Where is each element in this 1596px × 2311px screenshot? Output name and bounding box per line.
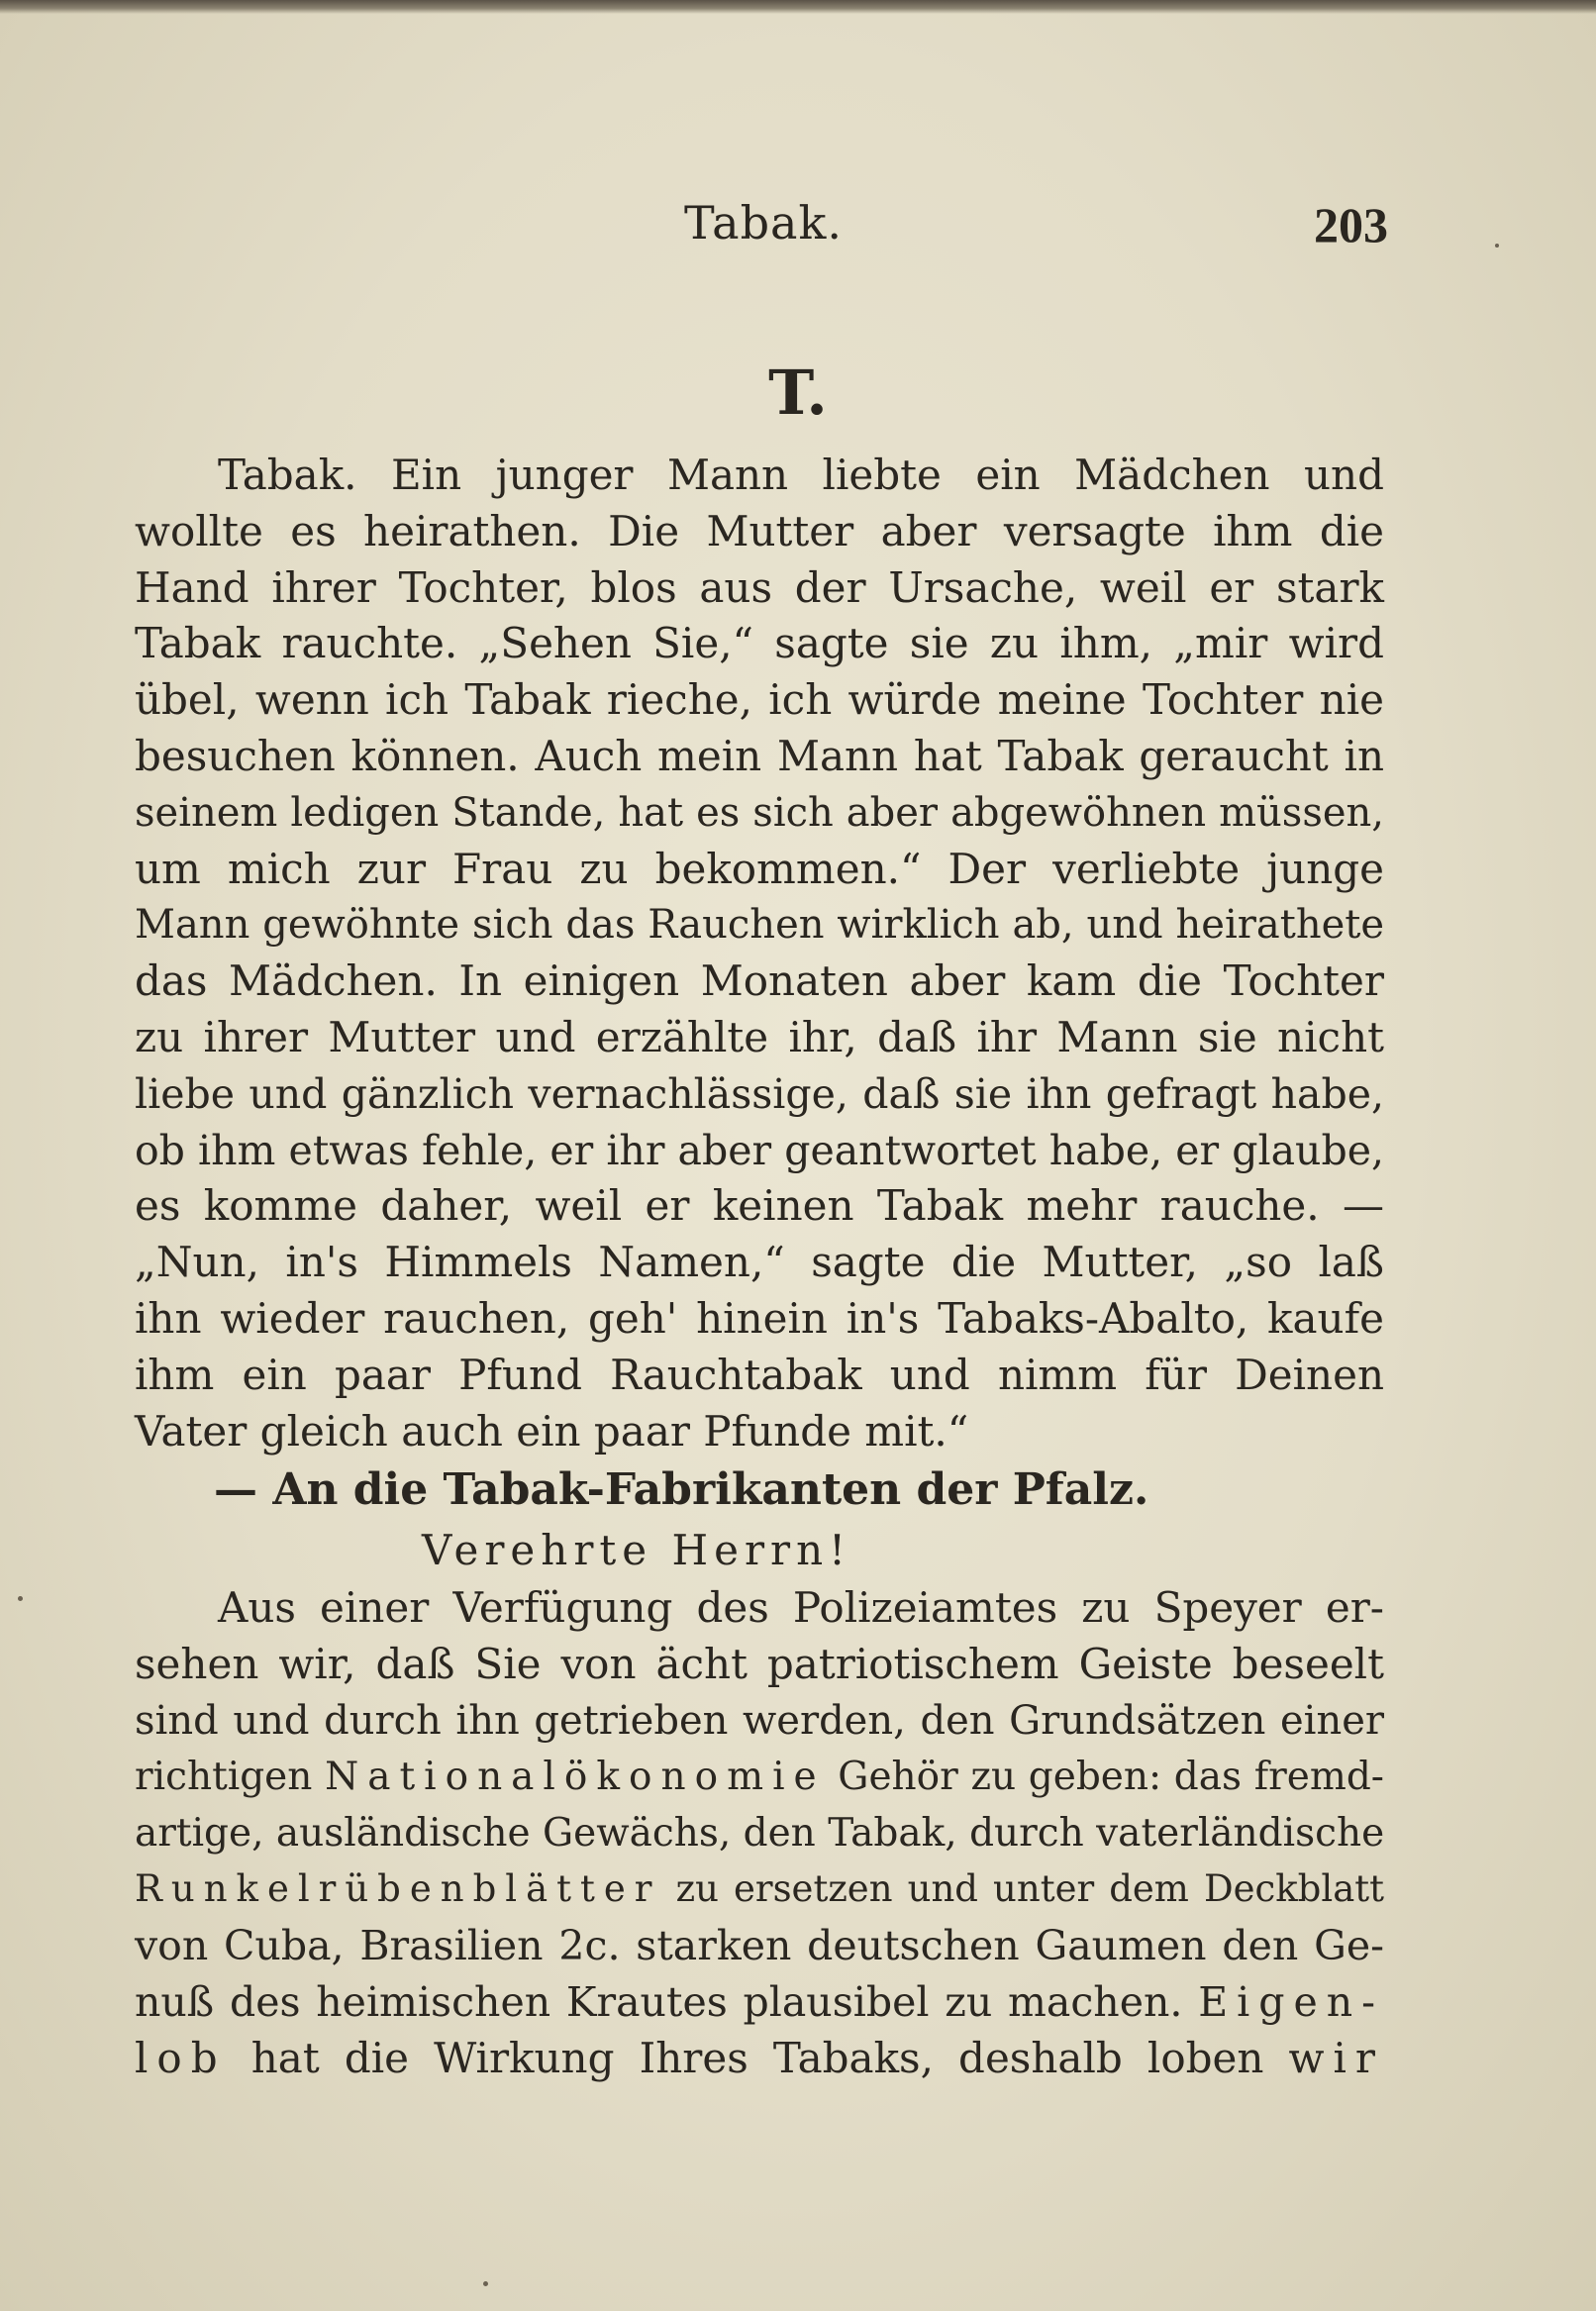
section-letter: T. [768, 356, 828, 429]
text-line: sind und durch ihn getrieben werden, den Grundsätzen einer [135, 1697, 1384, 1744]
emphasized-term: Nationalökonomie [325, 1754, 826, 1799]
text-line: Tabak. Ein junger Mann liebte ein Mädchen und [218, 451, 1384, 499]
text-segment: hat die Wirkung Ihres Tabaks, deshalb loben [226, 2033, 1289, 2082]
emphasized-term: wir [1288, 2033, 1384, 2082]
text-line: Aus einer Verfügung des Polizeiamtes zu Speyer er- [218, 1583, 1384, 1633]
running-title: Tabak. [684, 196, 843, 250]
text-line: ob ihm etwas fehle, er ihr aber geantwortet habe, er glaube, [135, 1126, 1384, 1174]
text-line: Tabak rauchte. „Sehen Sie,“ sagte sie zu ihm, „mir wird [135, 619, 1384, 668]
text-line: seinem ledigen Stande, hat es sich aber abgewöhnen müssen, [135, 789, 1384, 836]
text-segment: nuß des heimischen Krautes plausibel zu machen. [135, 1977, 1199, 2026]
text-line: Mann gewöhnte sich das Rauchen wirklich ab, und heirathete [135, 902, 1384, 949]
text-segment: richtigen [135, 1754, 326, 1799]
text-line: besuchen können. Auch mein Mann hat Tabak geraucht in [135, 731, 1384, 780]
text-line: ihn wieder rauchen, geh' hinein in's Tabaks-Abalto, kaufe [135, 1293, 1384, 1343]
text-segment: zu ersetzen und unter dem Deckblatt [660, 1867, 1384, 1911]
emphasized-term: Runkelrübenblätter [135, 1867, 661, 1911]
running-head [139, 196, 1388, 265]
paper-speck [1495, 244, 1499, 248]
text-line [135, 2031, 1384, 2087]
paper-speck [483, 2281, 488, 2286]
body-text [135, 448, 1384, 2087]
text-line: sehen wir, daß Sie von ächt patriotischem Geiste beseelt [135, 1640, 1384, 1689]
page-number: 203 [1314, 197, 1388, 252]
text-line: das Mädchen. In einigen Monaten aber kam die Tochter [135, 956, 1384, 1006]
text-line: es komme daher, weil er keinen Tabak mehr rauche. — [135, 1181, 1384, 1231]
text-line: Vater gleich auch ein paar Pfunde mit.“ [135, 1406, 969, 1456]
emphasized-term: Eigen- [1198, 1977, 1384, 2026]
text-line: um mich zur Frau zu bekommen.“ Der verliebte junge [135, 844, 1384, 893]
letter-salutation: Verehrte Herrn! [422, 1526, 852, 1575]
text-line: zu ihrer Mutter und erzählte ihr, daß ihr Mann sie nicht [135, 1012, 1384, 1061]
text-line: wollte es heirathen. Die Mutter aber versagte ihm die [135, 506, 1384, 555]
page-top-edge [0, 0, 1596, 14]
paper-speck [18, 1596, 23, 1601]
text-segment: Gehör zu geben: das fremd- [825, 1754, 1384, 1799]
text-line: „Nun, in's Himmels Namen,“ sagte die Mutter, „so laß [135, 1238, 1384, 1287]
letter-heading: — An die Tabak-Fabrikanten der Pfalz. [214, 1464, 1149, 1516]
text-line: artige, ausländische Gewächs, den Tabak, durch vaterländische [135, 1810, 1385, 1856]
text-line: von Cuba, Brasilien 2c. starken deutschen Gaumen den Ge- [135, 1922, 1384, 1970]
text-line [135, 1861, 1384, 1918]
text-line: ihm ein paar Pfund Rauchtabak und nimm für Deinen [135, 1350, 1384, 1399]
emphasized-term: lob [135, 2033, 227, 2082]
text-line: übel, wenn ich Tabak rieche, ich würde meine Tochter nie [135, 675, 1384, 725]
text-line [135, 1750, 1384, 1806]
text-line: liebe und gänzlich vernachlässige, daß sie ihn gefragt habe, [135, 1069, 1384, 1118]
text-line [135, 1974, 1384, 2031]
text-line: Hand ihrer Tochter, blos aus der Ursache, weil er stark [135, 562, 1384, 612]
